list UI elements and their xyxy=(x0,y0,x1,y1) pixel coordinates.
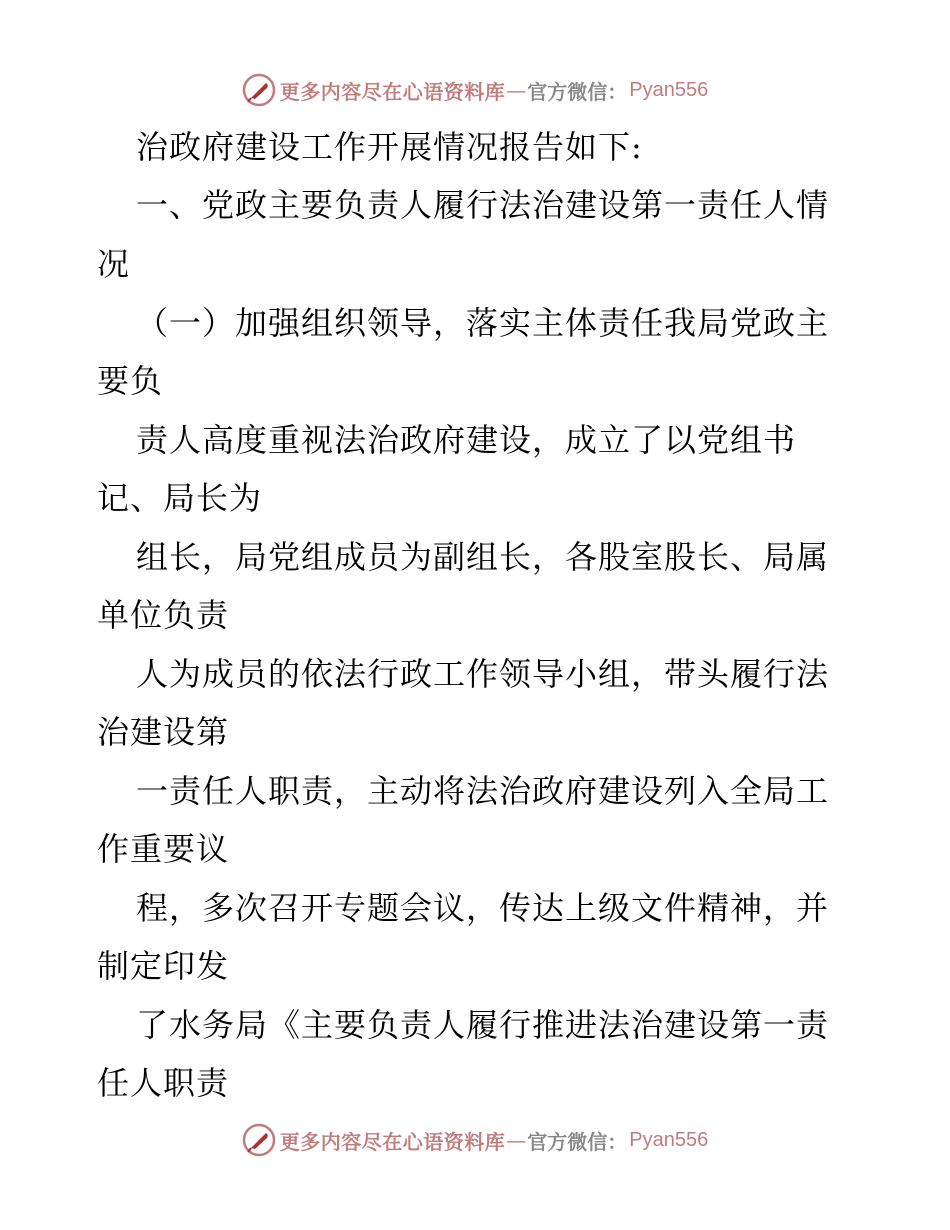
watermark-wechat-id: Pyan556 xyxy=(629,1128,709,1151)
body-line: 要负 xyxy=(97,362,164,400)
body-line: 了水务局《主要负责人履行推进法治建设第一责 xyxy=(136,1006,830,1044)
feather-pen-logo-icon xyxy=(242,73,276,107)
watermark-separator: — xyxy=(506,1128,527,1152)
body-line: 治政府建设工作开展情况报告如下: xyxy=(136,128,643,166)
body-line: 治建设第 xyxy=(97,713,230,751)
body-line: 责人高度重视法治政府建设，成立了以党组书 xyxy=(136,421,797,459)
body-line: 制定印发 xyxy=(97,947,230,985)
body-line: 况 xyxy=(97,245,131,283)
watermark-official-label: 官方微信： xyxy=(527,1129,628,1154)
body-line: 一责任人职责，主动将法治政府建设列入全局工 xyxy=(136,772,830,810)
watermark-official-label: 官方微信： xyxy=(527,79,628,104)
watermark-wechat-id: Pyan556 xyxy=(629,78,709,101)
feather-pen-logo-icon xyxy=(242,1123,276,1157)
body-line: （一）加强组织领导，落实主体责任我局党政主 xyxy=(136,304,830,342)
watermark-footer xyxy=(0,1120,950,1160)
body-line: 程，多次召开专题会议，传达上级文件精神，并 xyxy=(136,889,830,927)
body-line: 任人职责 xyxy=(97,1064,230,1102)
body-line: 单位负责 xyxy=(97,596,230,634)
body-line: 人为成员的依法行政工作领导小组，带头履行法 xyxy=(136,655,830,693)
body-line: 作重要议 xyxy=(97,830,230,868)
body-line: 一、党政主要负责人履行法治建设第一责任人情 xyxy=(136,186,830,224)
watermark-separator: — xyxy=(506,78,527,102)
body-line: 记、局长为 xyxy=(97,479,263,517)
body-line: 组长，局党组成员为副组长，各股室股长、局属 xyxy=(136,538,830,576)
watermark-header xyxy=(0,70,950,110)
watermark-brand: 更多内容尽在心语资料库 xyxy=(279,79,506,104)
watermark-brand: 更多内容尽在心语资料库 xyxy=(279,1129,506,1154)
